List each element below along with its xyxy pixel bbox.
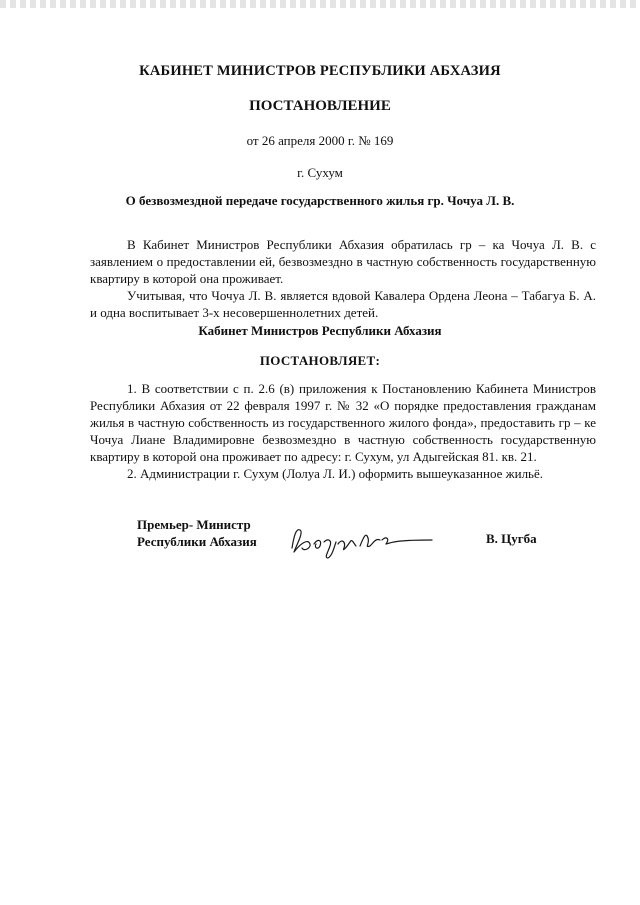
clauses	[90, 380, 596, 482]
signatory-title-line: Премьер- Министр	[137, 517, 251, 532]
clause-paragraph: 1. В соответствии с п. 2.6 (в) приложения к Постановлению Кабинета Министров Республики Абхазия от 22 февраля 1997 г. № 32 «О порядке предоставления гражданам жилья в частную собственность из государственного жилого фонда», предоставить гр – ке Чочуа Лиане Владимировне безвозмездно в частную собственность государственную квартиру в которой она проживает по адресу: г. Сухум, ул Адыгейская 81. кв. 21.	[90, 381, 596, 464]
preamble	[90, 236, 596, 321]
header-organization: КАБИНЕТ МИНИСТРОВ РЕСПУБЛИКИ АБХАЗИЯ	[139, 63, 501, 79]
resolves-heading: ПОСТАНОВЛЯЕТ:	[259, 353, 381, 368]
signatory-title	[137, 516, 257, 550]
preamble-paragraph: В Кабинет Министров Республики Абхазия обратилась гр – ка Чочуа Л. В. с заявлением о предоставлении ей, безвозмездно в частную собственность государственную квартиру в которой она проживает.	[90, 237, 596, 286]
signatory-name: В. Цугба	[486, 531, 537, 546]
preamble-paragraph: Учитывая, что Чочуа Л. В. является вдовой Кавалера Ордена Леона – Табагуа Б. А. и одна воспитывает 3-х несовершеннолетних детей.	[90, 288, 596, 320]
document-type: ПОСТАНОВЛЕНИЕ	[249, 98, 391, 114]
document-subject: О безвозмездной передаче государственного жилья гр. Чочуа Л. В.	[125, 193, 515, 208]
issuer-heading: Кабинет Министров Республики Абхазия	[198, 323, 442, 338]
clause-paragraph: 2. Администрации г. Сухум (Лолуа Л. И.) оформить вышеуказанное жильё.	[127, 466, 544, 481]
date-and-number: от 26 апреля 2000 г. № 169	[246, 133, 394, 148]
signatory-title-line: Республики Абхазия	[137, 534, 257, 549]
city: г. Сухум	[297, 165, 343, 180]
handwritten-signature	[286, 518, 436, 562]
